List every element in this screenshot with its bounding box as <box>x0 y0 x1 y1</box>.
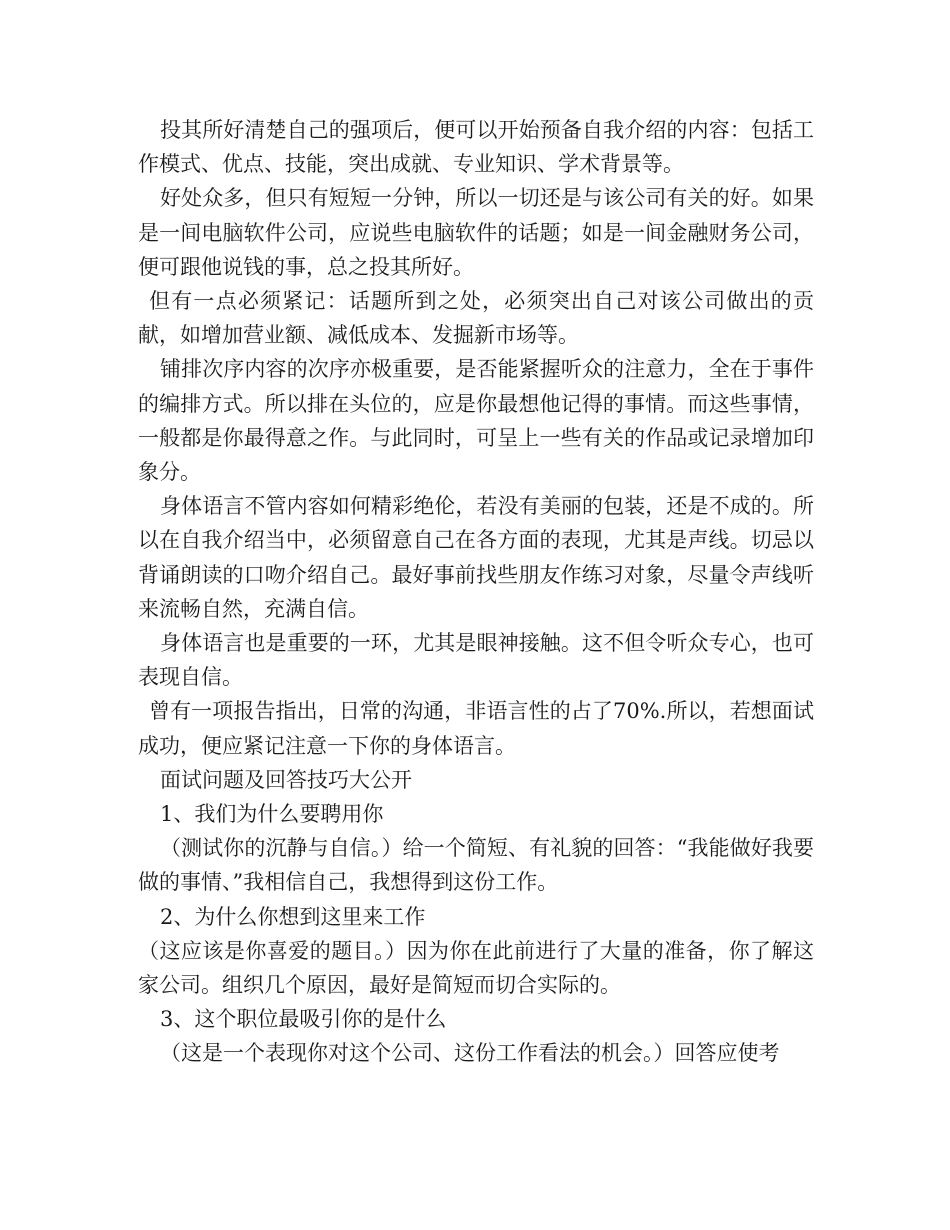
paragraph-nonverbal-report: 曾有一项报告指出，日常的沟通，非语言性的占了70%.所以，若想面试成功，便应紧记注意一下你的身体语言。 <box>138 699 814 758</box>
document-body <box>138 113 814 1071</box>
question-3: 3、这个职位最吸引你的是什么 <box>160 1007 447 1032</box>
question-1: 1、我们为什么要聘用你 <box>160 802 384 827</box>
answer-1: （测试你的沉静与自信。）给一个简短、有礼貌的回答：“我能做好我要做的事情、”我相信自己，我想得到这份工作。 <box>138 836 814 895</box>
paragraph-eye-contact: 身体语言也是重要的一环，尤其是眼神接触。这不但令听众专心，也可表现自信。 <box>138 631 814 690</box>
paragraph-body-language: 身体语言不管内容如何精彩绝伦，若没有美丽的包装，还是不成的。所以在自我介绍当中，必须留意自己在各方面的表现，尤其是声线。切忌以背诵朗读的口吻介绍自己。最好事前找些朋友作练习对象，尽量令声线听来流畅自然，充满自信。 <box>138 494 814 621</box>
paragraph-contribution: 但有一点必须紧记：话题所到之处，必须突出自己对该公司做出的贡献，如增加营业额、减低成本、发掘新市场等。 <box>138 289 814 348</box>
section-heading-interview-questions: 面试问题及回答技巧大公开 <box>160 767 412 792</box>
paragraph-ordering: 铺排次序内容的次序亦极重要，是否能紧握听众的注意力，全在于事件的编排方式。所以排在头位的，应是你最想他记得的事情。而这些事情，一般都是你最得意之作。与此同时，可呈上一些有关的作品或记录增加印象分。 <box>138 357 814 485</box>
paragraph-intro-content: 投其所好清楚自己的强项后，便可以开始预备自我介绍的内容：包括工作模式、优点、技能，突出成就、专业知识、学术背景等。 <box>138 118 814 177</box>
paragraph-company-relevance: 好处众多，但只有短短一分钟，所以一切还是与该公司有关的好。如果是一间电脑软件公司，应说些电脑软件的话题；如是一间金融财务公司，便可跟他说钱的事，总之投其所好。 <box>138 186 814 279</box>
answer-3: （这是一个表现你对这个公司、这份工作看法的机会。）回答应使考 <box>160 1041 780 1066</box>
question-2: 2、为什么你想到这里来工作 <box>160 904 426 929</box>
answer-2: （这应该是你喜爱的题目。）因为你在此前进行了大量的准备，你了解这家公司。组织几个原因，最好是简短而切合实际的。 <box>138 938 814 998</box>
